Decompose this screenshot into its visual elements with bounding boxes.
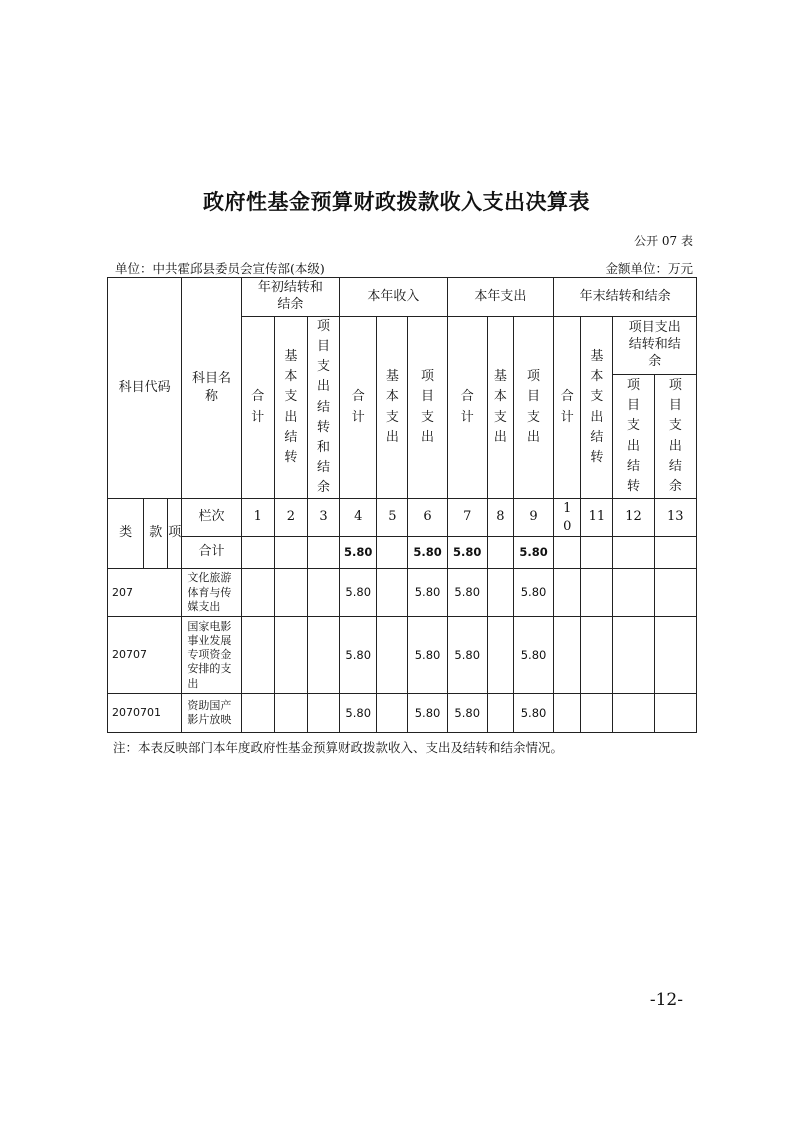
column-index-row (108, 499, 697, 537)
subject-name: 资助国产影片放映 (182, 694, 241, 733)
table-cell (377, 569, 408, 617)
table-cell (554, 537, 581, 569)
table-cell (487, 617, 513, 694)
subject-name: 文化旅游体育与传媒支出 (182, 569, 241, 617)
table-cell: 5.80 (408, 537, 447, 569)
end-total-header: 合计 (554, 317, 581, 499)
table-cell (581, 694, 613, 733)
col-number: 9 (513, 499, 553, 537)
table-row (108, 617, 697, 694)
income-total-header: 合计 (340, 317, 377, 499)
table-cell: 5.80 (447, 617, 487, 694)
table-cell (241, 617, 274, 694)
table-cell (487, 537, 513, 569)
table-cell: 5.80 (340, 569, 377, 617)
table-cell (487, 694, 513, 733)
table-cell: 5.80 (447, 694, 487, 733)
xiang-header: 项 (168, 499, 182, 569)
begin-project-carry-header: 项目支出结转和结余 (307, 317, 339, 499)
col-number: 12 (613, 499, 654, 537)
total-row (108, 537, 697, 569)
table-cell: 5.80 (340, 694, 377, 733)
subject-name: 国家电影事业发展专项资金安排的支出 (182, 617, 241, 694)
table-cell (307, 617, 339, 694)
group-end-header: 年末结转和结余 (554, 278, 697, 317)
table-cell (377, 537, 408, 569)
subject-code: 207 (108, 569, 182, 617)
table-cell (487, 569, 513, 617)
table-cell: 5.80 (340, 617, 377, 694)
table-cell (613, 617, 654, 694)
table-cell (654, 694, 696, 733)
table-cell (581, 569, 613, 617)
table-note: 注：本表反映部门本年度政府性基金预算财政拨款收入、支出及结转和结余情况。 (113, 740, 564, 755)
col-number: 1 (241, 499, 274, 537)
column-index-label: 栏次 (182, 499, 241, 537)
group-begin-header: 年初结转和结余 (241, 278, 339, 317)
page-title: 政府性基金预算财政拨款收入支出决算表 (203, 190, 590, 214)
col-number: 3 (307, 499, 339, 537)
begin-total-header: 合计 (241, 317, 274, 499)
table-cell (307, 537, 339, 569)
total-label: 合计 (182, 537, 241, 569)
col-number: 6 (408, 499, 447, 537)
table-cell (554, 617, 581, 694)
table-cell: 5.80 (447, 537, 487, 569)
table-cell (554, 569, 581, 617)
col-number: 8 (487, 499, 513, 537)
table-cell (274, 537, 307, 569)
end-basic-carry-header: 基本支出结转 (581, 317, 613, 499)
col-number: 7 (447, 499, 487, 537)
table-row (108, 694, 697, 733)
table-cell: 5.80 (513, 569, 553, 617)
table-cell: 5.80 (408, 617, 447, 694)
table-cell (654, 617, 696, 694)
table-cell (307, 694, 339, 733)
header-row-groups (108, 278, 697, 317)
table-cell: 5.80 (408, 694, 447, 733)
col-number: 5 (377, 499, 408, 537)
table-cell: 5.80 (408, 569, 447, 617)
end-project-carry-header: 项目支出结转 (613, 375, 654, 499)
table-cell (274, 694, 307, 733)
subject-code: 20707 (108, 617, 182, 694)
table-row (108, 569, 697, 617)
subject-code: 2070701 (108, 694, 182, 733)
expense-total-header: 合计 (447, 317, 487, 499)
group-income-header: 本年收入 (340, 278, 448, 317)
table-cell: 5.80 (447, 569, 487, 617)
table-cell (274, 617, 307, 694)
subject-code-header: 科目代码 (108, 278, 182, 499)
kuan-header: 款 (144, 499, 168, 569)
table-cell (581, 537, 613, 569)
table-cell (241, 569, 274, 617)
expense-basic-header: 基本支出 (487, 317, 513, 499)
table-cell (613, 694, 654, 733)
end-project-group-header: 项目支出结转和结余 (613, 317, 697, 375)
table-cell (613, 569, 654, 617)
end-project-balance-header: 项目支出结余 (654, 375, 696, 499)
col-number: 4 (340, 499, 377, 537)
table-cell (581, 617, 613, 694)
budget-table (107, 277, 697, 733)
col-number: 11 (581, 499, 613, 537)
group-expense-header: 本年支出 (447, 278, 554, 317)
table-cell (654, 569, 696, 617)
table-cell: 5.80 (513, 694, 553, 733)
table-cell (241, 537, 274, 569)
table-cell (377, 617, 408, 694)
amount-unit-label: 金额单位：万元 (605, 261, 693, 276)
begin-basic-carry-header: 基本支出结转 (274, 317, 307, 499)
table-cell: 5.80 (340, 537, 377, 569)
form-number: 公开 07 表 (634, 234, 693, 248)
table-cell (377, 694, 408, 733)
table-cell (613, 537, 654, 569)
table-cell: 5.80 (513, 617, 553, 694)
page-number: -12- (649, 990, 683, 1010)
table-cell (654, 537, 696, 569)
subject-name-header: 科目名称 (182, 278, 241, 499)
unit-label: 单位：中共霍邱县委员会宣传部(本级) (115, 261, 325, 276)
income-basic-header: 基本支出 (377, 317, 408, 499)
table-cell (274, 569, 307, 617)
col-number: 13 (654, 499, 696, 537)
lei-header: 类 (108, 499, 144, 569)
col-number: 10 (554, 499, 581, 537)
table-cell: 5.80 (513, 537, 553, 569)
table-cell (307, 569, 339, 617)
table-cell (241, 694, 274, 733)
income-project-header: 项目支出 (408, 317, 447, 499)
col-number: 2 (274, 499, 307, 537)
expense-project-header: 项目支出 (513, 317, 553, 499)
table-cell (554, 694, 581, 733)
